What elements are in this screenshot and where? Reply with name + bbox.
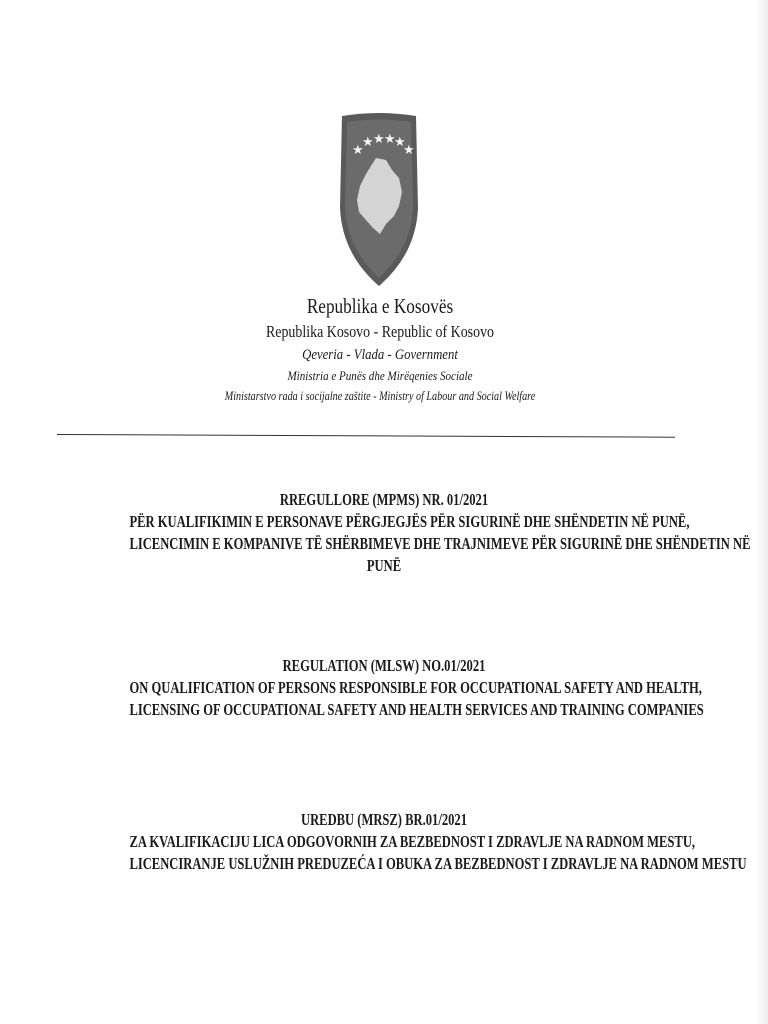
svg-text:★: ★ <box>384 132 396 147</box>
document-header <box>60 292 700 407</box>
regulation-title-albanian <box>40 489 751 577</box>
regulation-subject-line: LICENSING OF OCCUPATIONAL SAFETY AND HEALTH SERVICES AND TRAINING COMPANIES <box>129 700 704 719</box>
svg-text:★: ★ <box>373 132 385 147</box>
ministry-name-translations: Ministarstvo rada i socijalne zaštite - Ministry of Labour and Social Welfare <box>224 388 536 403</box>
government-label: Qeveria - Vlada - Government <box>302 347 458 363</box>
regulation-number-albanian: RREGULLORE (MPMS) NR. 01/2021 <box>279 490 489 509</box>
republic-name-translations: Republika Kosovo - Republic of Kosovo <box>265 322 495 341</box>
svg-text:★: ★ <box>394 135 406 150</box>
header-divider <box>57 434 675 438</box>
regulation-number-english: REGULATION (MLSW) NO.01/2021 <box>282 656 486 675</box>
svg-text:★: ★ <box>352 143 364 158</box>
regulation-subject-line: ZA KVALIFIKACIJU LICA ODGOVORNIH ZA BEZBEDNOST I ZDRAVLJE NA RADNOM MESTU, <box>129 832 696 851</box>
regulation-subject-line: PUNË <box>366 556 402 575</box>
ministry-name: Ministria e Punës dhe Mirëqenies Sociale <box>287 368 473 383</box>
regulation-title-english <box>40 655 728 721</box>
republic-name: Republika e Kosovës <box>306 294 454 318</box>
regulation-subject-line: ON QUALIFICATION OF PERSONS RESPONSIBLE FOR OCCUPATIONAL SAFETY AND HEALTH, <box>129 678 702 697</box>
regulation-title-serbian <box>40 809 747 875</box>
scan-edge <box>754 0 768 1024</box>
svg-text:★: ★ <box>362 135 374 150</box>
regulation-subject-line: LICENCIMIN E KOMPANIVE TË SHËRBIMEVE DHE TRAJNIMEVE PËR SIGURINË DHE SHËNDETIN NË <box>129 534 751 553</box>
regulation-subject-line: LICENCIRANJE USLUŽNIH PREDUZEĆA I OBUKA ZA BEZBEDNOST I ZDRAVLJE NA RADNOM MESTU <box>129 854 747 873</box>
kosovo-coat-of-arms-icon <box>336 112 422 290</box>
svg-text:★: ★ <box>403 143 415 158</box>
regulation-number-serbian: UREDBU (MRSZ) BR.01/2021 <box>301 810 467 829</box>
regulation-subject-line: PËR KUALIFIKIMIN E PERSONAVE PËRGJEGJËS PËR SIGURINË DHE SHËNDETIN NË PUNË, <box>129 512 690 531</box>
